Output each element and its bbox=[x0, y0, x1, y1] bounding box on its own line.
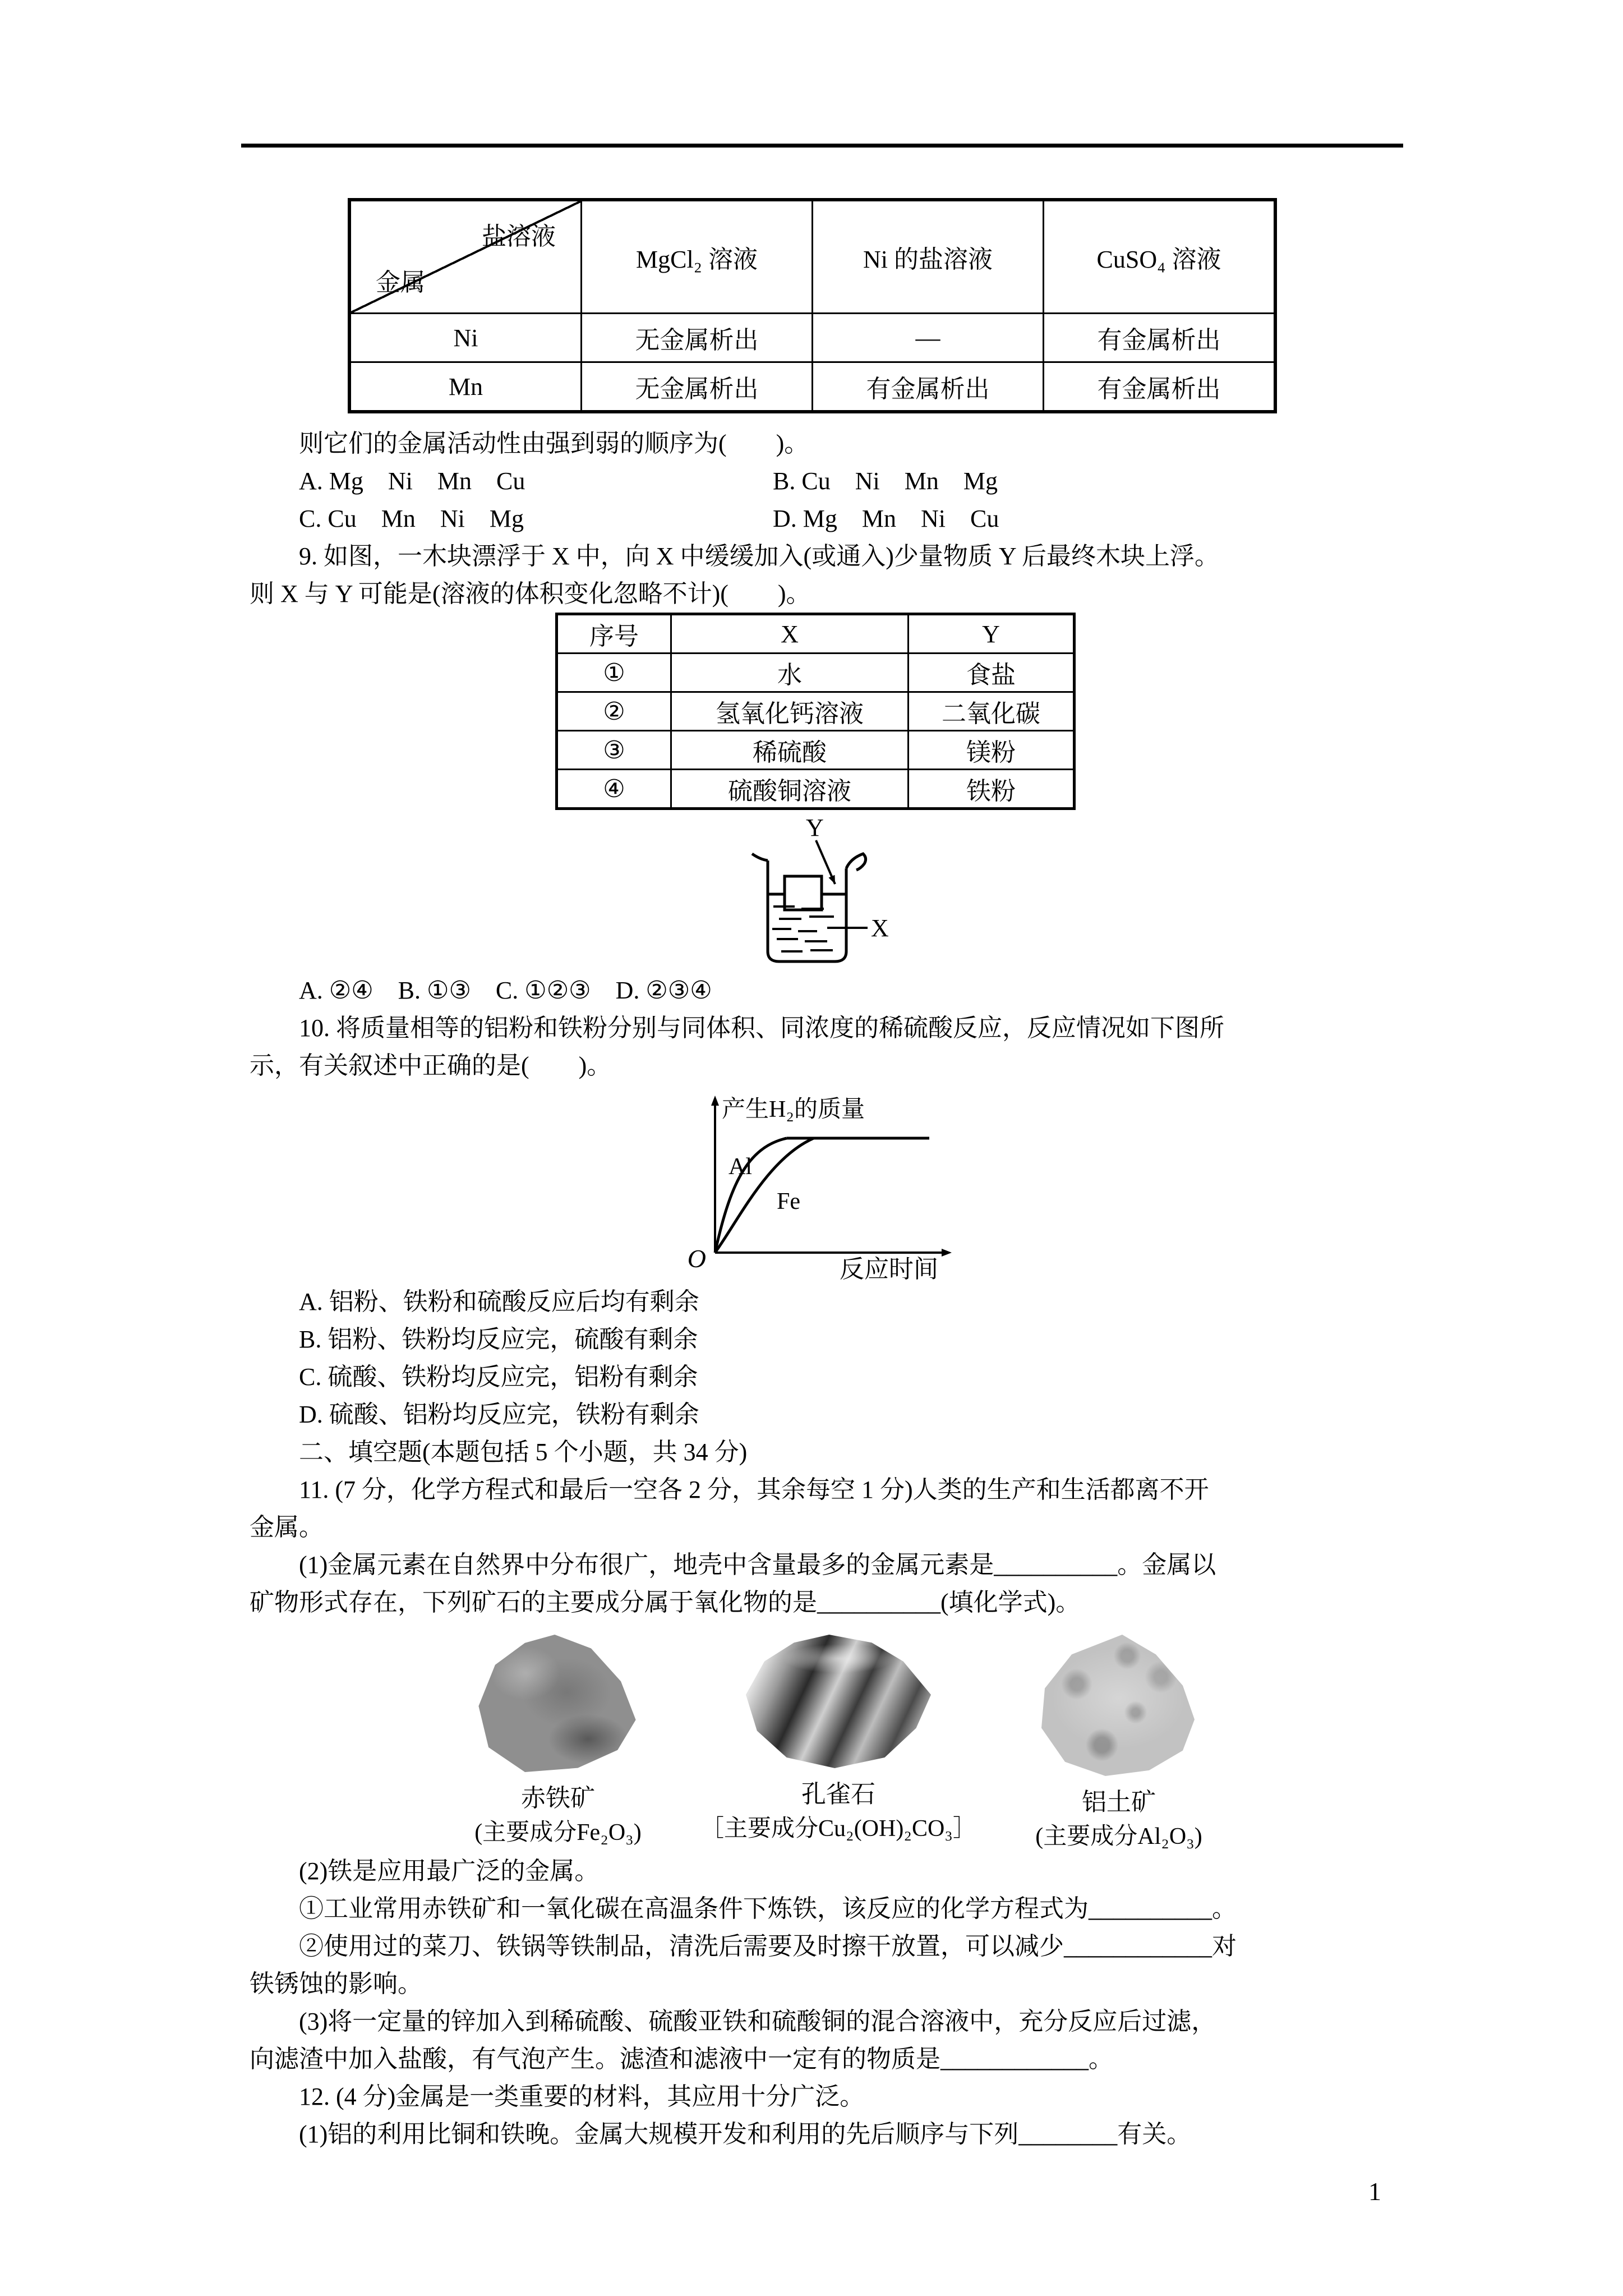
q10-option-d: D. 硫酸、铝粉均反应完，铁粉有剩余 bbox=[299, 1401, 699, 1428]
q10-stem-line1: 10. 将质量相等的铝粉和铁粉分别与同体积、同浓度的稀硫酸反应，反应情况如下图所 bbox=[299, 1014, 1224, 1042]
table-row bbox=[557, 770, 1075, 809]
mineral-formula: (主要成分Fe₂O₃) bbox=[474, 1820, 642, 1846]
q8-metal-activity-table bbox=[348, 198, 1277, 413]
label-y: Y bbox=[806, 814, 824, 841]
q8-options-row bbox=[299, 500, 1433, 537]
minerals-figure bbox=[435, 1635, 1433, 1852]
q9-stem-line2: 则 X 与 Y 可能是(溶液的体积变化忽略不计)( )。 bbox=[250, 580, 811, 608]
q11-p2-item2-line2: 铁锈蚀的影响。 bbox=[250, 1970, 422, 1998]
table-cell: 氢氧化钙溶液 bbox=[671, 692, 909, 731]
table-row bbox=[349, 314, 1275, 362]
fe-series-label: Fe bbox=[777, 1189, 800, 1214]
q11-p1-line1: (1)金属元素在自然界中分布很广，地壳中含量最多的金属元素是__________。金属以 bbox=[299, 1551, 1216, 1579]
q8-option-c: C. Cu Mn Ni Mg bbox=[299, 505, 524, 532]
q10-option-c: C. 硫酸、铁粉均反应完，铝粉有剩余 bbox=[299, 1363, 698, 1391]
al-series-label: Al bbox=[728, 1154, 752, 1180]
table-row bbox=[349, 362, 1275, 412]
beaker-spout bbox=[846, 854, 866, 870]
table-cell: 食盐 bbox=[909, 654, 1075, 692]
q11-p2-item1: ①工业常用赤铁矿和一氧化碳在高温条件下炼铁，该反应的化学方程式为__________。 bbox=[299, 1895, 1237, 1922]
table-cell: 铁粉 bbox=[909, 770, 1075, 809]
mineral-name: 赤铁矿 bbox=[521, 1784, 595, 1812]
column-header: CuSO₄ 溶液 bbox=[1044, 200, 1276, 314]
table-cell: ② bbox=[557, 692, 671, 731]
q11-p2-item2-line1: ②使用过的菜刀、铁锅等铁制品，清洗后需要及时擦干放置，可以减少____________对 bbox=[299, 1932, 1237, 1960]
q8-options-row bbox=[299, 462, 1433, 500]
q10-option-b: B. 铝粉、铁粉均反应完，硫酸有剩余 bbox=[299, 1326, 698, 1353]
mineral-bauxite bbox=[995, 1635, 1242, 1852]
hematite-photo bbox=[476, 1635, 641, 1772]
mineral-hematite bbox=[435, 1635, 681, 1852]
q11-p3-line2: 向滤渣中加入盐酸，有气泡产生。滤渣和滤液中一定有的物质是____________。 bbox=[250, 2045, 1113, 2073]
q9-xy-table bbox=[555, 613, 1076, 810]
mineral-name: 铝土矿 bbox=[1082, 1788, 1156, 1816]
corner-label-salt-solution: 盐溶液 bbox=[482, 223, 556, 250]
bauxite-photo bbox=[1035, 1635, 1203, 1776]
page-content bbox=[250, 198, 1433, 2153]
origin-label: O bbox=[687, 1244, 706, 1273]
beaker-figure bbox=[732, 813, 1433, 972]
q9-options-line: A. ②④ B. ①③ C. ①②③ D. ②③④ bbox=[299, 977, 712, 1004]
mineral-formula: ［主要成分Cu₂(OH)₂CO₃］ bbox=[700, 1816, 976, 1842]
column-header: Y bbox=[909, 614, 1075, 654]
mineral-formula: (主要成分Al₂O₃) bbox=[1035, 1824, 1202, 1849]
header-rule bbox=[241, 144, 1403, 148]
h2-graph-figure bbox=[676, 1085, 1433, 1283]
table-cell: 稀硫酸 bbox=[671, 731, 909, 770]
column-header: MgCl₂ 溶液 bbox=[582, 200, 813, 314]
column-header: Ni 的盐溶液 bbox=[813, 200, 1044, 314]
table-cell: 水 bbox=[671, 654, 909, 692]
x-axis-label: 反应时间 bbox=[840, 1255, 938, 1282]
table-cell: 有金属析出 bbox=[1044, 314, 1276, 362]
table-cell: 镁粉 bbox=[909, 731, 1075, 770]
q11-intro-line2: 金属。 bbox=[250, 1513, 324, 1541]
table-cell: — bbox=[813, 314, 1044, 362]
corner-label-metal: 金属 bbox=[376, 269, 425, 296]
table-row bbox=[557, 692, 1075, 731]
table-header-row bbox=[349, 200, 1275, 314]
q8-option-b: B. Cu Ni Mn Mg bbox=[773, 467, 998, 495]
q11-p2-intro: (2)铁是应用最广泛的金属。 bbox=[299, 1857, 600, 1885]
table-cell: 无金属析出 bbox=[582, 362, 813, 412]
table-cell: 有金属析出 bbox=[813, 362, 1044, 412]
q11-p1-line2: 矿物形式存在，下列矿石的主要成分属于氧化物的是__________(填化学式)。 bbox=[250, 1589, 1081, 1616]
q12-intro: 12. (4 分)金属是一类重要的材料，其应用十分广泛。 bbox=[299, 2083, 865, 2110]
corner-cell bbox=[349, 200, 582, 314]
table-cell: 有金属析出 bbox=[1044, 362, 1276, 412]
y-axis-label: 产生H₂的质量 bbox=[722, 1097, 865, 1122]
q8-option-d: D. Mg Mn Ni Cu bbox=[773, 505, 999, 532]
table-cell: 无金属析出 bbox=[582, 314, 813, 362]
table-cell: ④ bbox=[557, 770, 671, 809]
liquid-dashes bbox=[772, 907, 834, 951]
x-axis-arrowhead bbox=[942, 1249, 952, 1257]
table-cell: ③ bbox=[557, 731, 671, 770]
q8-option-a: A. Mg Ni Mn Cu bbox=[299, 467, 525, 495]
q12-p1: (1)铝的利用比铜和铁晚。金属大规模开发和利用的先后顺序与下列________有关。 bbox=[299, 2120, 1192, 2148]
q11-intro-line1: 11. (7 分，化学方程式和最后一空各 2 分，其余每空 1 分)人类的生产和生活都离不开 bbox=[299, 1476, 1209, 1503]
row-header-metal: Ni bbox=[349, 314, 582, 362]
q9-stem-line1: 9. 如图，一木块漂浮于 X 中，向 X 中缓缓加入(或通入)少量物质 Y 后最终木块上浮。 bbox=[299, 542, 1219, 570]
q10-option-a: A. 铝粉、铁粉和硫酸反应后均有剩余 bbox=[299, 1288, 699, 1315]
q11-p3-line1: (3)将一定量的锌加入到稀硫酸、硫酸亚铁和硫酸铜的混合溶液中，充分反应后过滤， bbox=[299, 2008, 1216, 2035]
table-cell: ① bbox=[557, 654, 671, 692]
q10-stem-line2: 示，有关叙述中正确的是( )。 bbox=[250, 1052, 612, 1079]
column-header: 序号 bbox=[557, 614, 671, 654]
y-arrowhead bbox=[829, 875, 836, 884]
y-axis-arrowhead bbox=[711, 1096, 719, 1106]
table-row bbox=[557, 654, 1075, 692]
section2-title: 二、填空题(本题包括 5 个小题，共 34 分) bbox=[299, 1438, 748, 1466]
label-x: X bbox=[871, 914, 889, 942]
malachite-photo bbox=[746, 1635, 931, 1768]
mineral-malachite bbox=[681, 1635, 995, 1852]
table-cell: 硫酸铜溶液 bbox=[671, 770, 909, 809]
floating-block bbox=[785, 876, 822, 910]
beaker-rim-left bbox=[752, 854, 768, 861]
table-row bbox=[557, 731, 1075, 770]
q8-stem: 则它们的金属活动性由强到弱的顺序为( )。 bbox=[299, 430, 809, 457]
row-header-metal: Mn bbox=[349, 362, 582, 412]
mineral-name: 孔雀石 bbox=[801, 1780, 875, 1808]
beaker-diagram bbox=[732, 813, 973, 970]
table-header-row bbox=[557, 614, 1075, 654]
column-header: X bbox=[671, 614, 909, 654]
table-cell: 二氧化碳 bbox=[909, 692, 1075, 731]
h2-vs-time-chart bbox=[676, 1085, 967, 1282]
page-number: 1 bbox=[1368, 2177, 1381, 2206]
